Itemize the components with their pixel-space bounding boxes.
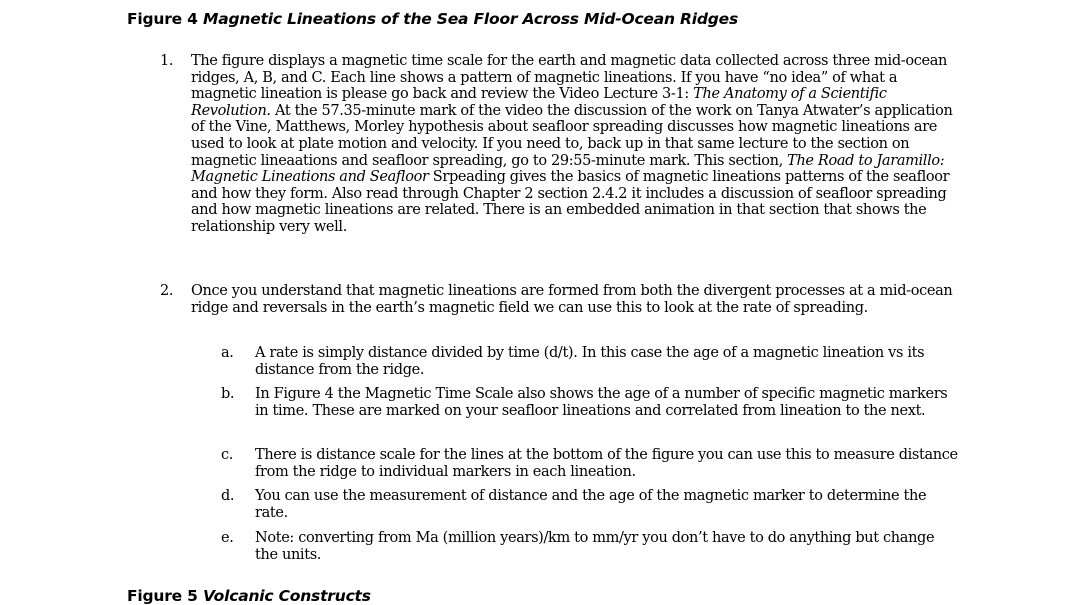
figure-4-label: Figure 4 bbox=[127, 10, 198, 28]
item-1-section-title: The Road to Jaramillo: Magnetic Lineations and Seafloor bbox=[191, 152, 945, 186]
figure-4-heading bbox=[127, 10, 738, 28]
figure-5-title: Volcanic Constructs bbox=[202, 587, 371, 605]
sub-item-c-letter: c. bbox=[221, 447, 234, 463]
sub-item-e-letter: e. bbox=[221, 530, 234, 546]
list-item-1-text bbox=[191, 53, 960, 236]
sub-item-b-text: In Figure 4 the Magnetic Time Scale also shows the age of a number of specific magnetic markers in time. These are marked on your seafloor lineations and correlated from lineation to the next. bbox=[255, 386, 948, 419]
sub-item-d-letter: d. bbox=[221, 488, 235, 504]
item-1-text-part-2: At the 57.35-minute mark of the video the discussion of the work on Tanya Atwater’s application of the Vine, Matthews, Morley hypothesis about seafloor spreading discusses how magnetic lineations are used to look at plate motion and velocity. If you need to, back up in that same lecture to the section on magnetic lineaations and seafloor spreading, go to 29:55-minute mark. This section, bbox=[191, 102, 953, 169]
sub-item-e-text: Note: converting from Ma (million years)/km to mm/yr you don’t have to do anything but change the units. bbox=[255, 530, 935, 563]
list-item-1-number: 1. bbox=[160, 53, 174, 69]
figure-4-title: Magnetic Lineations of the Sea Floor Across Mid-Ocean Ridges bbox=[202, 10, 739, 28]
figure-5-label: Figure 5 bbox=[127, 587, 198, 605]
figure-5-heading bbox=[127, 587, 371, 605]
sub-item-b-letter: b. bbox=[221, 386, 235, 402]
sub-item-c-text: There is distance scale for the lines at the bottom of the figure you can use this to measure distance from the ridge to individual markers in each lineation. bbox=[255, 447, 958, 480]
list-item-2-text: Once you understand that magnetic lineations are formed from both the divergent processes at a mid-ocean ridge and reversals in the earth’s magnetic field we can use this to look at the rate of spreading. bbox=[191, 283, 953, 316]
sub-item-a-letter: a. bbox=[221, 345, 234, 361]
sub-item-a-text: A rate is simply distance divided by time (d/t). In this case the age of a magnetic lineation vs its distance from the ridge. bbox=[255, 345, 925, 378]
item-1-text-part-3: Srpeading gives the basics of magnetic lineations patterns of the seafloor and how they form. Also read through Chapter 2 section 2.4.2 it includes a discussion of seafloor spreading and how magnetic lineations are related. There is an embedded animation in that section that shows the relationship very well. bbox=[191, 169, 950, 235]
item-1-text-part-1: The figure displays a magnetic time scale for the earth and magnetic data collected across three mid-ocean ridges, A, B, and C. Each line shows a pattern of magnetic lineations. If you have “no idea” of what a magnetic lineation is please go back and review the Video Lecture 3-1: bbox=[191, 53, 947, 103]
list-item-2-number: 2. bbox=[160, 283, 174, 299]
item-1-lecture-title: The Anatomy of a Scientific Revolution. bbox=[191, 86, 887, 119]
sub-item-d-text: You can use the measurement of distance and the age of the magnetic marker to determine the rate. bbox=[255, 488, 927, 521]
